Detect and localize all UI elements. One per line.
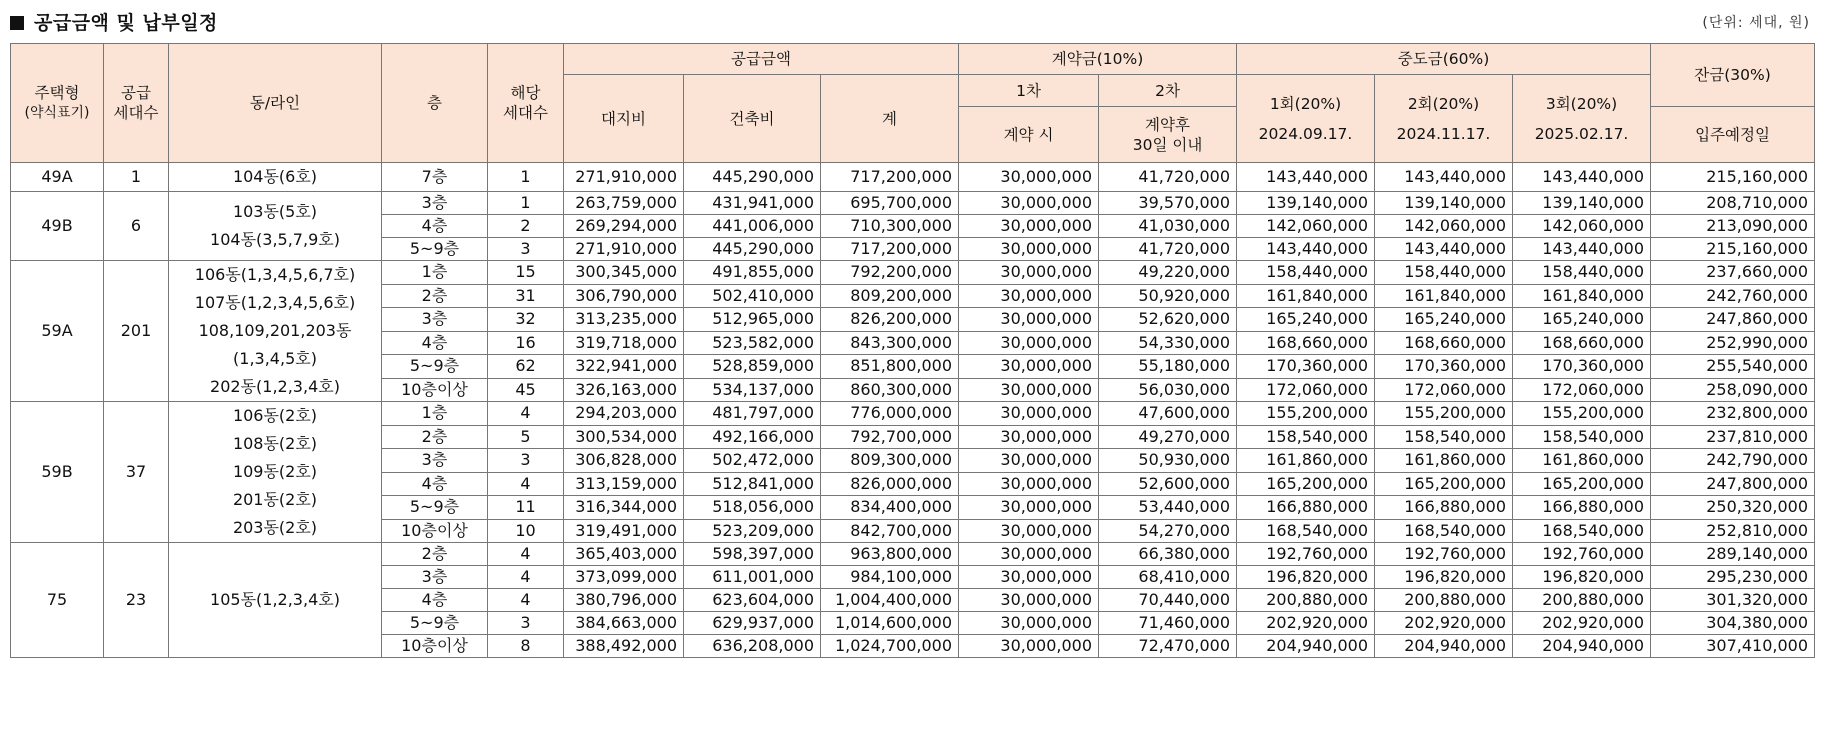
supply-price-table — [10, 43, 1815, 658]
middle-1-cell: 155,200,000 — [1237, 402, 1375, 426]
middle-1-cell: 161,860,000 — [1237, 449, 1375, 473]
land-cell: 271,910,000 — [564, 238, 684, 261]
building-cell: 518,056,000 — [684, 496, 821, 520]
contract-1-cell: 30,000,000 — [959, 449, 1099, 473]
header-units: 해당 세대수 — [488, 44, 564, 163]
middle-2-cell: 165,200,000 — [1375, 472, 1513, 496]
supply-count-cell: 1 — [104, 163, 169, 192]
middle-1-cell: 143,440,000 — [1237, 163, 1375, 192]
total-cell: 809,300,000 — [821, 449, 959, 473]
contract-2-cell: 52,620,000 — [1099, 308, 1237, 332]
total-cell: 1,014,600,000 — [821, 612, 959, 635]
total-cell: 809,200,000 — [821, 284, 959, 308]
units-cell: 4 — [488, 543, 564, 566]
units-cell: 5 — [488, 425, 564, 449]
balance-cell: 215,160,000 — [1651, 238, 1815, 261]
header-middle-3: 3회(20%) 2025.02.17. — [1513, 75, 1651, 163]
middle-3-cell: 168,660,000 — [1513, 331, 1651, 355]
total-cell: 717,200,000 — [821, 238, 959, 261]
total-cell: 776,000,000 — [821, 402, 959, 426]
total-cell: 843,300,000 — [821, 331, 959, 355]
building-cell: 598,397,000 — [684, 543, 821, 566]
contract-2-cell: 53,440,000 — [1099, 496, 1237, 520]
contract-2-cell: 70,440,000 — [1099, 589, 1237, 612]
middle-3-cell: 139,140,000 — [1513, 192, 1651, 215]
type-cell: 49A — [11, 163, 104, 192]
type-cell: 59A — [11, 261, 104, 402]
contract-2-cell: 71,460,000 — [1099, 612, 1237, 635]
dong-line: 107동(1,2,3,4,5,6호) — [194, 293, 356, 312]
land-cell: 388,492,000 — [564, 635, 684, 658]
middle-2-cell: 196,820,000 — [1375, 566, 1513, 589]
middle-1-cell: 165,200,000 — [1237, 472, 1375, 496]
middle-1-cell: 165,240,000 — [1237, 308, 1375, 332]
contract-2-cell: 50,930,000 — [1099, 449, 1237, 473]
contract-1-cell: 30,000,000 — [959, 308, 1099, 332]
middle-3-cell: 200,880,000 — [1513, 589, 1651, 612]
header-supply-amount: 공급금액 — [564, 44, 959, 75]
middle-3-cell: 143,440,000 — [1513, 163, 1651, 192]
header-middle: 중도금(60%) — [1237, 44, 1651, 75]
dong-cell — [169, 402, 382, 543]
contract-2-cell: 54,330,000 — [1099, 331, 1237, 355]
contract-2-cell: 41,720,000 — [1099, 238, 1237, 261]
floor-cell: 10층이상 — [382, 635, 488, 658]
middle-3-cell: 192,760,000 — [1513, 543, 1651, 566]
middle-2-cell: 142,060,000 — [1375, 215, 1513, 238]
middle-2-cell: 158,440,000 — [1375, 261, 1513, 285]
floor-cell: 5~9층 — [382, 496, 488, 520]
dong-line: 203동(2호) — [232, 518, 318, 537]
floor-cell: 3층 — [382, 308, 488, 332]
header-contract-first: 1차 — [959, 75, 1099, 107]
header-contract: 계약금(10%) — [959, 44, 1237, 75]
contract-2-cell: 41,720,000 — [1099, 163, 1237, 192]
balance-cell: 252,810,000 — [1651, 519, 1815, 543]
middle-2-cell: 155,200,000 — [1375, 402, 1513, 426]
land-cell: 300,534,000 — [564, 425, 684, 449]
floor-cell: 2층 — [382, 284, 488, 308]
middle-2-cell: 192,760,000 — [1375, 543, 1513, 566]
contract-2-cell: 54,270,000 — [1099, 519, 1237, 543]
type-cell: 59B — [11, 402, 104, 543]
contract-1-cell: 30,000,000 — [959, 566, 1099, 589]
floor-cell: 7층 — [382, 163, 488, 192]
floor-cell: 5~9층 — [382, 612, 488, 635]
middle-3-cell: 161,840,000 — [1513, 284, 1651, 308]
balance-cell: 215,160,000 — [1651, 163, 1815, 192]
middle-2-cell: 143,440,000 — [1375, 163, 1513, 192]
units-cell: 4 — [488, 589, 564, 612]
contract-1-cell: 30,000,000 — [959, 425, 1099, 449]
middle-2-cell: 204,940,000 — [1375, 635, 1513, 658]
middle-2-cell: 168,540,000 — [1375, 519, 1513, 543]
middle-1-cell: 168,660,000 — [1237, 331, 1375, 355]
balance-cell: 247,800,000 — [1651, 472, 1815, 496]
units-cell: 4 — [488, 402, 564, 426]
balance-cell: 237,660,000 — [1651, 261, 1815, 285]
contract-1-cell: 30,000,000 — [959, 496, 1099, 520]
contract-1-cell: 30,000,000 — [959, 238, 1099, 261]
middle-3-cell: 202,920,000 — [1513, 612, 1651, 635]
dong-line: 109동(2호) — [232, 462, 318, 481]
header-middle-2: 2회(20%) 2024.11.17. — [1375, 75, 1513, 163]
middle-1-cell: 196,820,000 — [1237, 566, 1375, 589]
contract-1-cell: 30,000,000 — [959, 519, 1099, 543]
supply-count-cell: 6 — [104, 192, 169, 261]
units-cell: 4 — [488, 566, 564, 589]
square-bullet-icon — [10, 16, 24, 30]
dong-line: 108동(2호) — [232, 434, 318, 453]
middle-1-cell: 204,940,000 — [1237, 635, 1375, 658]
contract-1-cell: 30,000,000 — [959, 378, 1099, 402]
contract-1-cell: 30,000,000 — [959, 612, 1099, 635]
building-cell: 611,001,000 — [684, 566, 821, 589]
units-cell: 31 — [488, 284, 564, 308]
middle-3-cell: 196,820,000 — [1513, 566, 1651, 589]
land-cell: 316,344,000 — [564, 496, 684, 520]
middle-1-cell: 143,440,000 — [1237, 238, 1375, 261]
dong-line: 103동(5호) — [232, 202, 318, 221]
dong-cell — [169, 192, 382, 261]
balance-cell: 258,090,000 — [1651, 378, 1815, 402]
contract-2-cell: 68,410,000 — [1099, 566, 1237, 589]
supply-count-cell: 37 — [104, 402, 169, 543]
units-cell: 3 — [488, 449, 564, 473]
units-cell: 4 — [488, 472, 564, 496]
header-balance: 잔금(30%) — [1651, 44, 1815, 107]
header-balance-when: 입주예정일 — [1651, 107, 1815, 163]
middle-2-cell: 161,840,000 — [1375, 284, 1513, 308]
supply-count-cell: 201 — [104, 261, 169, 402]
contract-1-cell: 30,000,000 — [959, 215, 1099, 238]
balance-cell: 255,540,000 — [1651, 355, 1815, 379]
dong-line: (1,3,4,5호) — [233, 349, 317, 368]
floor-cell: 1층 — [382, 261, 488, 285]
land-cell: 313,235,000 — [564, 308, 684, 332]
middle-1-cell: 166,880,000 — [1237, 496, 1375, 520]
middle-3-cell: 172,060,000 — [1513, 378, 1651, 402]
type-cell: 49B — [11, 192, 104, 261]
building-cell: 623,604,000 — [684, 589, 821, 612]
middle-2-cell: 165,240,000 — [1375, 308, 1513, 332]
floor-cell: 10층이상 — [382, 378, 488, 402]
middle-1-cell: 172,060,000 — [1237, 378, 1375, 402]
middle-3-cell: 168,540,000 — [1513, 519, 1651, 543]
contract-1-cell: 30,000,000 — [959, 284, 1099, 308]
middle-1-cell: 200,880,000 — [1237, 589, 1375, 612]
land-cell: 319,491,000 — [564, 519, 684, 543]
floor-cell: 5~9층 — [382, 355, 488, 379]
balance-cell: 250,320,000 — [1651, 496, 1815, 520]
building-cell: 492,166,000 — [684, 425, 821, 449]
table-row — [11, 402, 1815, 426]
land-cell: 271,910,000 — [564, 163, 684, 192]
balance-cell: 232,800,000 — [1651, 402, 1815, 426]
header-contract-first-when: 계약 시 — [959, 107, 1099, 163]
land-cell: 313,159,000 — [564, 472, 684, 496]
contract-1-cell: 30,000,000 — [959, 192, 1099, 215]
middle-2-cell: 166,880,000 — [1375, 496, 1513, 520]
land-cell: 263,759,000 — [564, 192, 684, 215]
dong-line: 104동(6호) — [232, 167, 318, 186]
building-cell: 636,208,000 — [684, 635, 821, 658]
dong-line: 106동(1,3,4,5,6,7호) — [194, 265, 356, 284]
unit-note: (단위: 세대, 원) — [1702, 15, 1810, 31]
table-row — [11, 261, 1815, 285]
dong-line: 104동(3,5,7,9호) — [210, 230, 340, 249]
header-type: 주택형 (약식표기) — [11, 44, 104, 163]
total-cell: 984,100,000 — [821, 566, 959, 589]
middle-1-cell: 168,540,000 — [1237, 519, 1375, 543]
floor-cell: 5~9층 — [382, 238, 488, 261]
balance-cell: 208,710,000 — [1651, 192, 1815, 215]
total-cell: 842,700,000 — [821, 519, 959, 543]
total-cell: 834,400,000 — [821, 496, 959, 520]
balance-cell: 213,090,000 — [1651, 215, 1815, 238]
middle-3-cell: 204,940,000 — [1513, 635, 1651, 658]
contract-1-cell: 30,000,000 — [959, 472, 1099, 496]
middle-3-cell: 161,860,000 — [1513, 449, 1651, 473]
total-cell: 717,200,000 — [821, 163, 959, 192]
header-contract-second-when: 계약후 30일 이내 — [1099, 107, 1237, 163]
contract-1-cell: 30,000,000 — [959, 543, 1099, 566]
middle-2-cell: 168,660,000 — [1375, 331, 1513, 355]
balance-cell: 247,860,000 — [1651, 308, 1815, 332]
land-cell: 380,796,000 — [564, 589, 684, 612]
floor-cell: 1층 — [382, 402, 488, 426]
units-cell: 11 — [488, 496, 564, 520]
units-cell: 8 — [488, 635, 564, 658]
units-cell: 15 — [488, 261, 564, 285]
balance-cell: 252,990,000 — [1651, 331, 1815, 355]
building-cell: 441,006,000 — [684, 215, 821, 238]
floor-cell: 3층 — [382, 566, 488, 589]
units-cell: 3 — [488, 612, 564, 635]
contract-2-cell: 66,380,000 — [1099, 543, 1237, 566]
header-building: 건축비 — [684, 75, 821, 163]
middle-1-cell: 158,540,000 — [1237, 425, 1375, 449]
building-cell: 523,209,000 — [684, 519, 821, 543]
floor-cell: 4층 — [382, 472, 488, 496]
contract-1-cell: 30,000,000 — [959, 355, 1099, 379]
middle-2-cell: 200,880,000 — [1375, 589, 1513, 612]
middle-2-cell: 139,140,000 — [1375, 192, 1513, 215]
dong-cell — [169, 261, 382, 402]
total-cell: 710,300,000 — [821, 215, 959, 238]
contract-1-cell: 30,000,000 — [959, 163, 1099, 192]
middle-2-cell: 143,440,000 — [1375, 238, 1513, 261]
balance-cell: 289,140,000 — [1651, 543, 1815, 566]
floor-cell: 10층이상 — [382, 519, 488, 543]
total-cell: 792,700,000 — [821, 425, 959, 449]
header-supply-count: 공급 세대수 — [104, 44, 169, 163]
header-contract-second: 2차 — [1099, 75, 1237, 107]
middle-3-cell: 158,540,000 — [1513, 425, 1651, 449]
units-cell: 1 — [488, 163, 564, 192]
land-cell: 322,941,000 — [564, 355, 684, 379]
building-cell: 534,137,000 — [684, 378, 821, 402]
middle-3-cell: 155,200,000 — [1513, 402, 1651, 426]
contract-2-cell: 50,920,000 — [1099, 284, 1237, 308]
contract-1-cell: 30,000,000 — [959, 635, 1099, 658]
floor-cell: 3층 — [382, 192, 488, 215]
header-middle-1: 1회(20%) 2024.09.17. — [1237, 75, 1375, 163]
floor-cell: 3층 — [382, 449, 488, 473]
middle-3-cell: 143,440,000 — [1513, 238, 1651, 261]
units-cell: 62 — [488, 355, 564, 379]
header-land: 대지비 — [564, 75, 684, 163]
middle-2-cell: 202,920,000 — [1375, 612, 1513, 635]
dong-line: 108,109,201,203동 — [198, 321, 352, 340]
floor-cell: 4층 — [382, 589, 488, 612]
middle-1-cell: 192,760,000 — [1237, 543, 1375, 566]
contract-2-cell: 49,270,000 — [1099, 425, 1237, 449]
contract-2-cell: 72,470,000 — [1099, 635, 1237, 658]
middle-3-cell: 165,240,000 — [1513, 308, 1651, 332]
contract-2-cell: 55,180,000 — [1099, 355, 1237, 379]
table-row — [11, 163, 1815, 192]
table-body — [11, 163, 1815, 658]
total-cell: 1,024,700,000 — [821, 635, 959, 658]
land-cell: 306,828,000 — [564, 449, 684, 473]
building-cell: 491,855,000 — [684, 261, 821, 285]
balance-cell: 237,810,000 — [1651, 425, 1815, 449]
units-cell: 1 — [488, 192, 564, 215]
balance-cell: 295,230,000 — [1651, 566, 1815, 589]
building-cell: 481,797,000 — [684, 402, 821, 426]
middle-3-cell: 158,440,000 — [1513, 261, 1651, 285]
building-cell: 512,841,000 — [684, 472, 821, 496]
land-cell: 326,163,000 — [564, 378, 684, 402]
contract-2-cell: 47,600,000 — [1099, 402, 1237, 426]
middle-2-cell: 170,360,000 — [1375, 355, 1513, 379]
building-cell: 512,965,000 — [684, 308, 821, 332]
dong-line: 202동(1,2,3,4호) — [210, 377, 340, 396]
middle-3-cell: 170,360,000 — [1513, 355, 1651, 379]
middle-2-cell: 161,860,000 — [1375, 449, 1513, 473]
contract-1-cell: 30,000,000 — [959, 589, 1099, 612]
units-cell: 32 — [488, 308, 564, 332]
middle-2-cell: 158,540,000 — [1375, 425, 1513, 449]
dong-cell — [169, 543, 382, 658]
dong-line: 105동(1,2,3,4호) — [210, 590, 340, 609]
floor-cell: 4층 — [382, 331, 488, 355]
total-cell: 826,200,000 — [821, 308, 959, 332]
balance-cell: 242,790,000 — [1651, 449, 1815, 473]
building-cell: 431,941,000 — [684, 192, 821, 215]
contract-2-cell: 41,030,000 — [1099, 215, 1237, 238]
land-cell: 384,663,000 — [564, 612, 684, 635]
title-bar — [0, 0, 1824, 42]
middle-1-cell: 142,060,000 — [1237, 215, 1375, 238]
total-cell: 792,200,000 — [821, 261, 959, 285]
page-title-text: 공급금액 및 납부일정 — [34, 12, 218, 34]
land-cell: 373,099,000 — [564, 566, 684, 589]
building-cell: 502,472,000 — [684, 449, 821, 473]
building-cell: 523,582,000 — [684, 331, 821, 355]
total-cell: 695,700,000 — [821, 192, 959, 215]
contract-2-cell: 52,600,000 — [1099, 472, 1237, 496]
building-cell: 528,859,000 — [684, 355, 821, 379]
middle-1-cell: 170,360,000 — [1237, 355, 1375, 379]
table-header — [11, 44, 1815, 163]
land-cell: 319,718,000 — [564, 331, 684, 355]
units-cell: 16 — [488, 331, 564, 355]
middle-3-cell: 166,880,000 — [1513, 496, 1651, 520]
units-cell: 2 — [488, 215, 564, 238]
units-cell: 10 — [488, 519, 564, 543]
building-cell: 445,290,000 — [684, 238, 821, 261]
building-cell: 445,290,000 — [684, 163, 821, 192]
units-cell: 3 — [488, 238, 564, 261]
table-row — [11, 192, 1815, 215]
total-cell: 851,800,000 — [821, 355, 959, 379]
land-cell: 300,345,000 — [564, 261, 684, 285]
middle-3-cell: 142,060,000 — [1513, 215, 1651, 238]
balance-cell: 301,320,000 — [1651, 589, 1815, 612]
contract-2-cell: 56,030,000 — [1099, 378, 1237, 402]
header-total: 계 — [821, 75, 959, 163]
middle-1-cell: 161,840,000 — [1237, 284, 1375, 308]
balance-cell: 307,410,000 — [1651, 635, 1815, 658]
units-cell: 45 — [488, 378, 564, 402]
land-cell: 365,403,000 — [564, 543, 684, 566]
floor-cell: 4층 — [382, 215, 488, 238]
balance-cell: 304,380,000 — [1651, 612, 1815, 635]
total-cell: 826,000,000 — [821, 472, 959, 496]
total-cell: 963,800,000 — [821, 543, 959, 566]
contract-2-cell: 49,220,000 — [1099, 261, 1237, 285]
page-title — [10, 8, 218, 35]
floor-cell: 2층 — [382, 425, 488, 449]
header-floor: 층 — [382, 44, 488, 163]
floor-cell: 2층 — [382, 543, 488, 566]
land-cell: 269,294,000 — [564, 215, 684, 238]
land-cell: 306,790,000 — [564, 284, 684, 308]
total-cell: 860,300,000 — [821, 378, 959, 402]
contract-1-cell: 30,000,000 — [959, 331, 1099, 355]
middle-3-cell: 165,200,000 — [1513, 472, 1651, 496]
middle-1-cell: 202,920,000 — [1237, 612, 1375, 635]
table-row — [11, 543, 1815, 566]
contract-1-cell: 30,000,000 — [959, 261, 1099, 285]
supply-count-cell: 23 — [104, 543, 169, 658]
contract-1-cell: 30,000,000 — [959, 402, 1099, 426]
building-cell: 502,410,000 — [684, 284, 821, 308]
contract-2-cell: 39,570,000 — [1099, 192, 1237, 215]
land-cell: 294,203,000 — [564, 402, 684, 426]
dong-line: 201동(2호) — [232, 490, 318, 509]
middle-2-cell: 172,060,000 — [1375, 378, 1513, 402]
balance-cell: 242,760,000 — [1651, 284, 1815, 308]
building-cell: 629,937,000 — [684, 612, 821, 635]
middle-1-cell: 158,440,000 — [1237, 261, 1375, 285]
dong-line: 106동(2호) — [232, 406, 318, 425]
dong-cell — [169, 163, 382, 192]
type-cell: 75 — [11, 543, 104, 658]
header-dong: 동/라인 — [169, 44, 382, 163]
total-cell: 1,004,400,000 — [821, 589, 959, 612]
middle-1-cell: 139,140,000 — [1237, 192, 1375, 215]
